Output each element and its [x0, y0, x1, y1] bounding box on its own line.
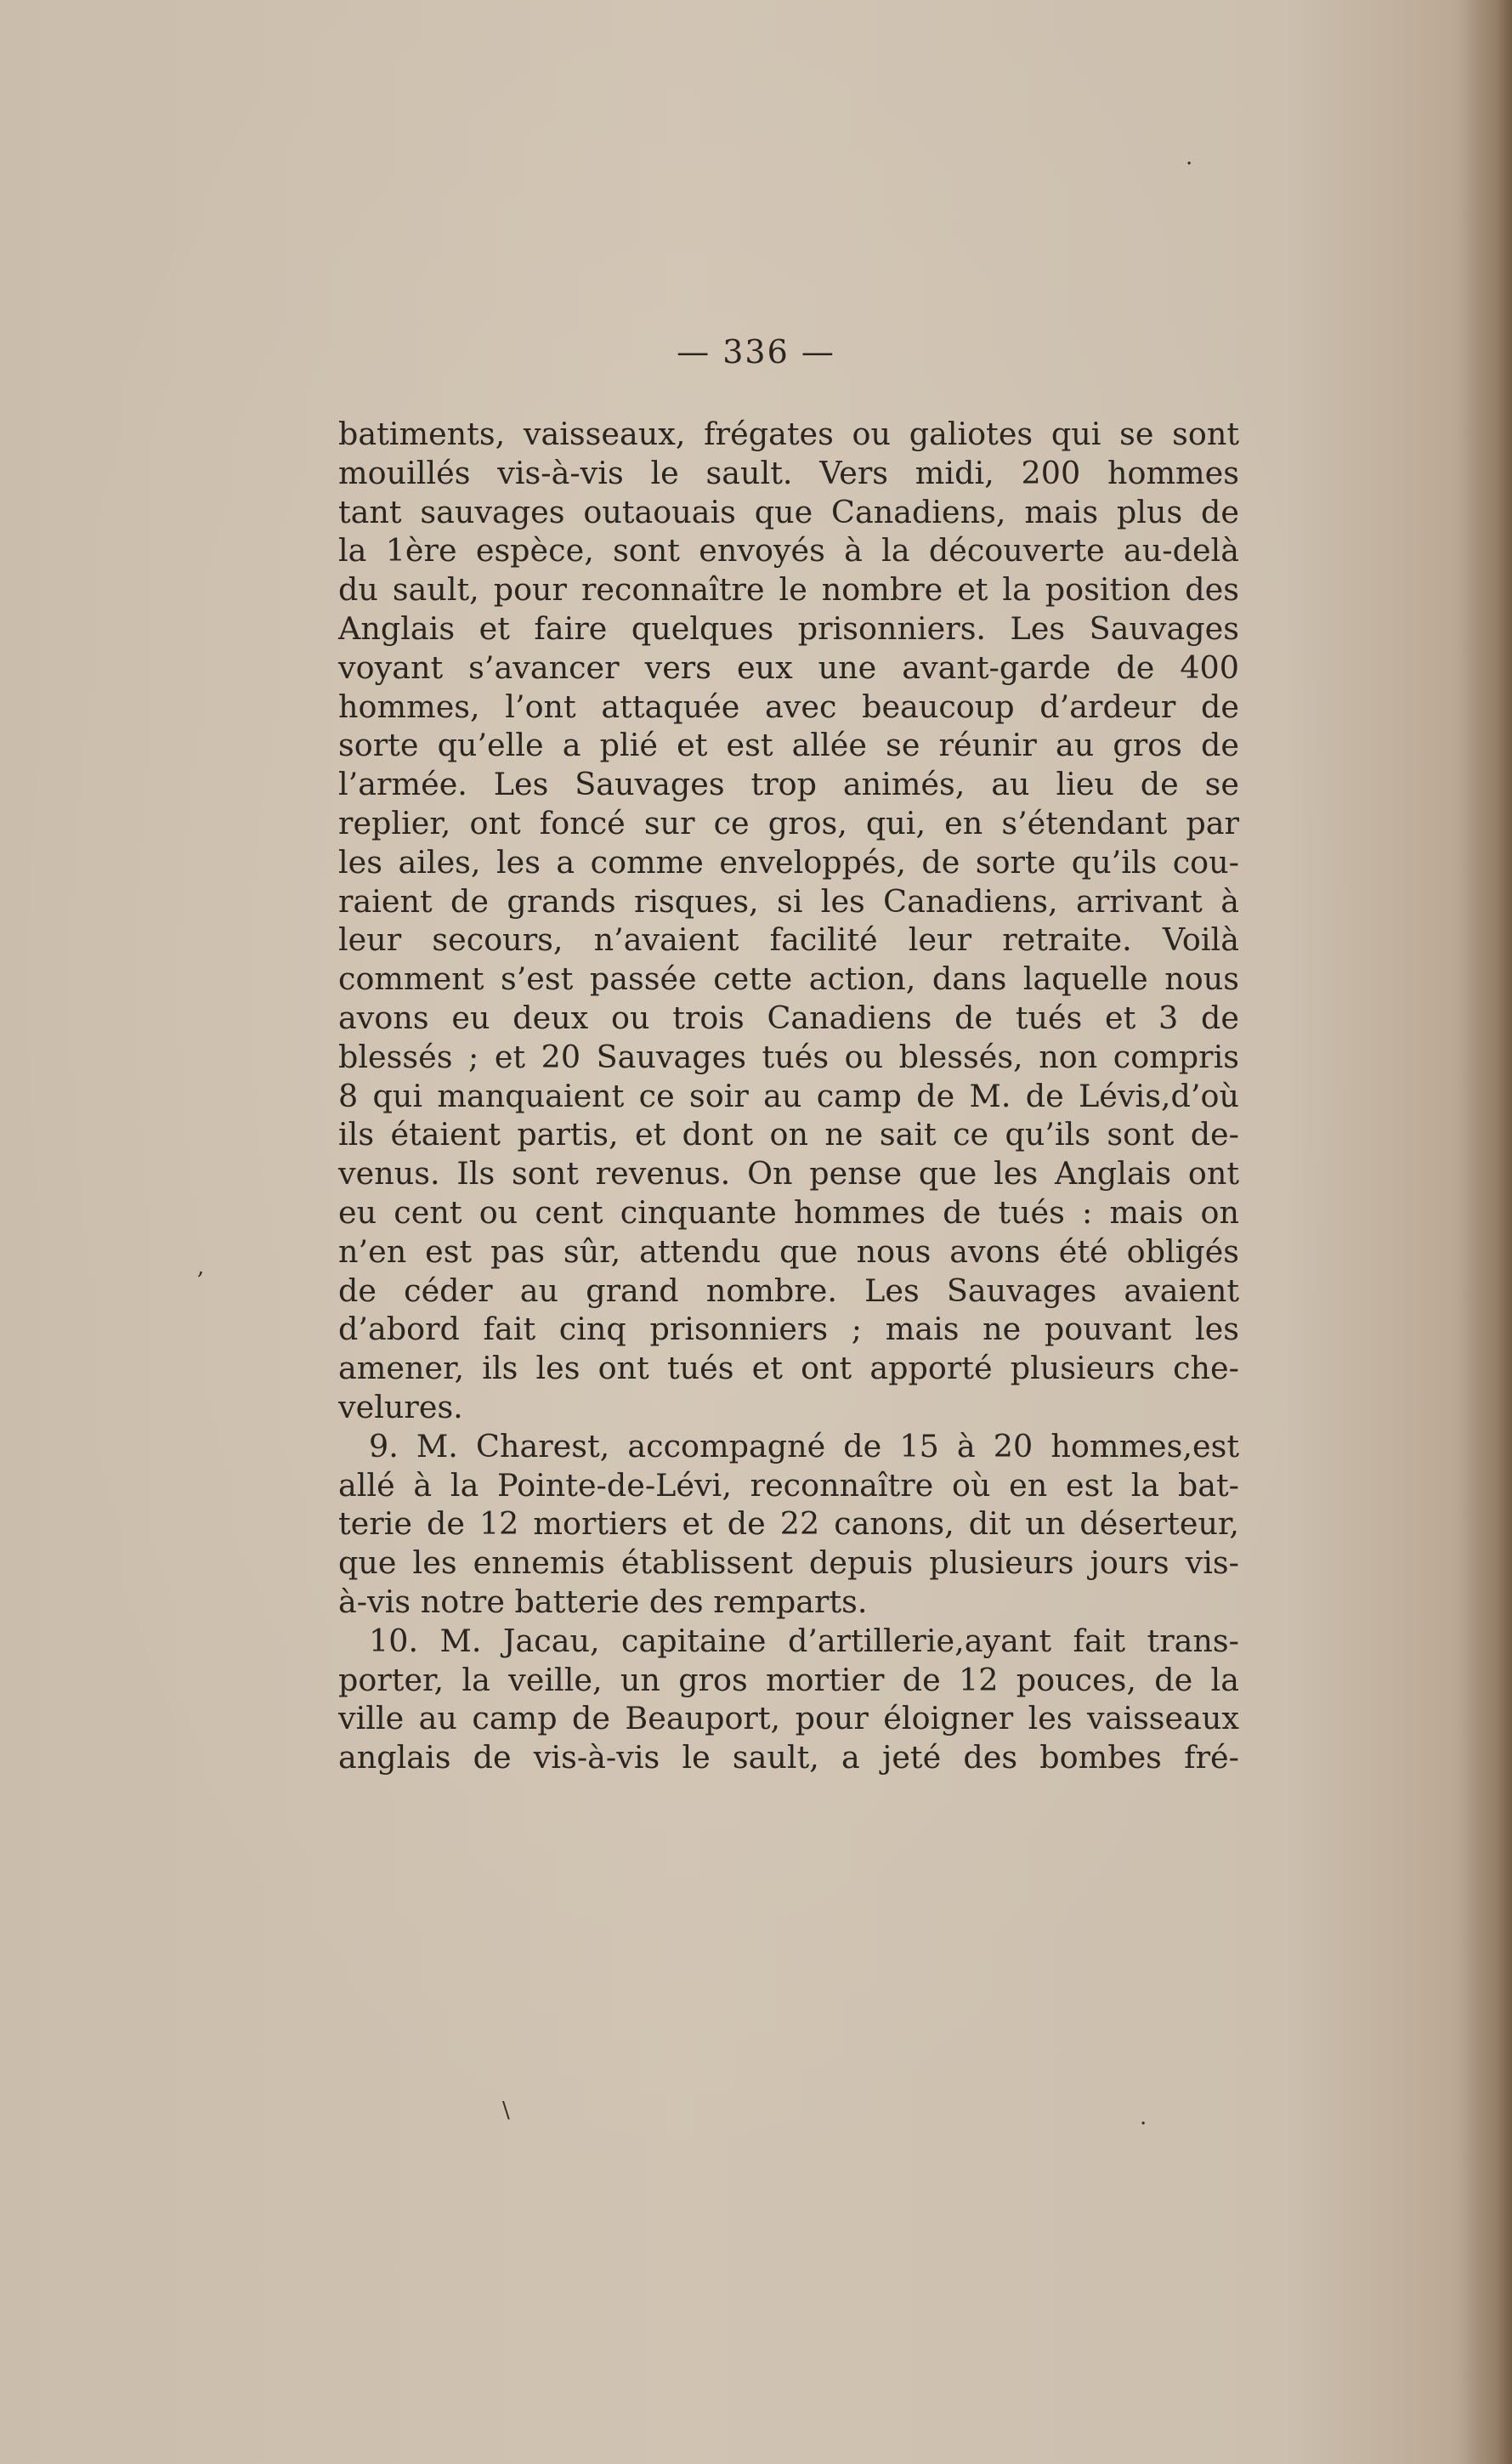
text-line: anglais de vis-à-vis le sault, a jeté des bombes fré- — [338, 1739, 1239, 1776]
text-line: de céder au grand nombre. Les Sauvages avaient — [338, 1272, 1239, 1309]
text-line: leur secours, n’avaient facilité leur retraite. Voilà — [338, 921, 1239, 959]
text-line: amener, ils les ont tués et ont apporté plusieurs che- — [338, 1350, 1239, 1387]
text-line: terie de 12 mortiers et de 22 canons, dit un déserteur, — [338, 1505, 1239, 1543]
text-line: blessés ; et 20 Sauvages tués ou blessés, non compris — [338, 1038, 1239, 1075]
text-line: replier, ont foncé sur ce gros, qui, en s’étendant par — [338, 804, 1239, 841]
paper-speck: · — [1140, 2111, 1147, 2137]
body-text — [338, 415, 1239, 1777]
text-line: ville au camp de Beauport, pour éloigner les vaisseaux — [338, 1700, 1239, 1737]
text-line: d’abord fait cinq prisonniers ; mais ne pouvant les — [338, 1311, 1239, 1348]
text-line: tant sauvages outaouais que Canadiens, mais plus de — [338, 493, 1239, 530]
text-line: venus. Ils sont revenus. On pense que les Anglais ont — [338, 1155, 1239, 1192]
text-line: batiments, vaisseaux, frégates ou galiotes qui se sont — [338, 416, 1239, 452]
text-line: velures. — [338, 1388, 463, 1425]
text-line: mouillés vis-à-vis le sault. Vers midi, 200 hommes — [338, 454, 1239, 491]
page-number: — 336 — — [677, 333, 835, 371]
text-line: hommes, l’ont attaquée avec beaucoup d’ardeur de — [338, 688, 1239, 725]
text-line: que les ennemis établissent depuis plusieurs jours vis- — [338, 1544, 1239, 1582]
text-line: voyant s’avancer vers eux une avant-garde de 400 — [338, 649, 1239, 686]
text-line: ils étaient partis, et dont on ne sait ce qu’ils sont de- — [338, 1116, 1239, 1153]
text-line: raient de grands risques, si les Canadiens, arrivant à — [338, 882, 1239, 920]
text-line: eu cent ou cent cinquante hommes de tués : mais on — [338, 1193, 1239, 1231]
text-line: à-vis notre batterie des remparts. — [338, 1583, 868, 1620]
paper-speck: \ — [502, 2098, 510, 2123]
text-line: l’armée. Les Sauvages trop animés, au lieu de se — [338, 766, 1239, 803]
text-line: Anglais et faire quelques prisonniers. Les Sauvages — [338, 609, 1239, 647]
text-line: 8 qui manquaient ce soir au camp de M. de Lévis,d’où — [338, 1077, 1239, 1114]
text-line: avons eu deux ou trois Canadiens de tués et 3 de — [338, 999, 1239, 1036]
text-line: les ailes, les a comme enveloppés, de sorte qu’ils cou- — [338, 843, 1239, 881]
paper-speck: · — [1186, 151, 1193, 177]
text-line: sorte qu’elle a plié et est allée se réunir au gros de — [338, 727, 1239, 764]
text-line: 10. M. Jacau, capitaine d’artillerie,ayant fait trans- — [369, 1622, 1239, 1659]
text-line: n’en est pas sûr, attendu que nous avons été obligés — [338, 1232, 1239, 1270]
text-line: allé à la Pointe-de-Lévi, reconnaître où en est la bat- — [338, 1466, 1239, 1504]
text-line: du sault, pour reconnaître le nombre et la position des — [338, 571, 1239, 609]
text-line: 9. M. Charest, accompagné de 15 à 20 hommes,est — [369, 1427, 1239, 1464]
text-line: la 1ère espèce, sont envoyés à la découverte au-delà — [338, 532, 1239, 569]
paper-speck: , — [197, 1255, 205, 1280]
text-line: comment s’est passée cette action, dans laquelle nous — [338, 960, 1239, 998]
text-line: porter, la veille, un gros mortier de 12 pouces, de la — [338, 1661, 1239, 1698]
